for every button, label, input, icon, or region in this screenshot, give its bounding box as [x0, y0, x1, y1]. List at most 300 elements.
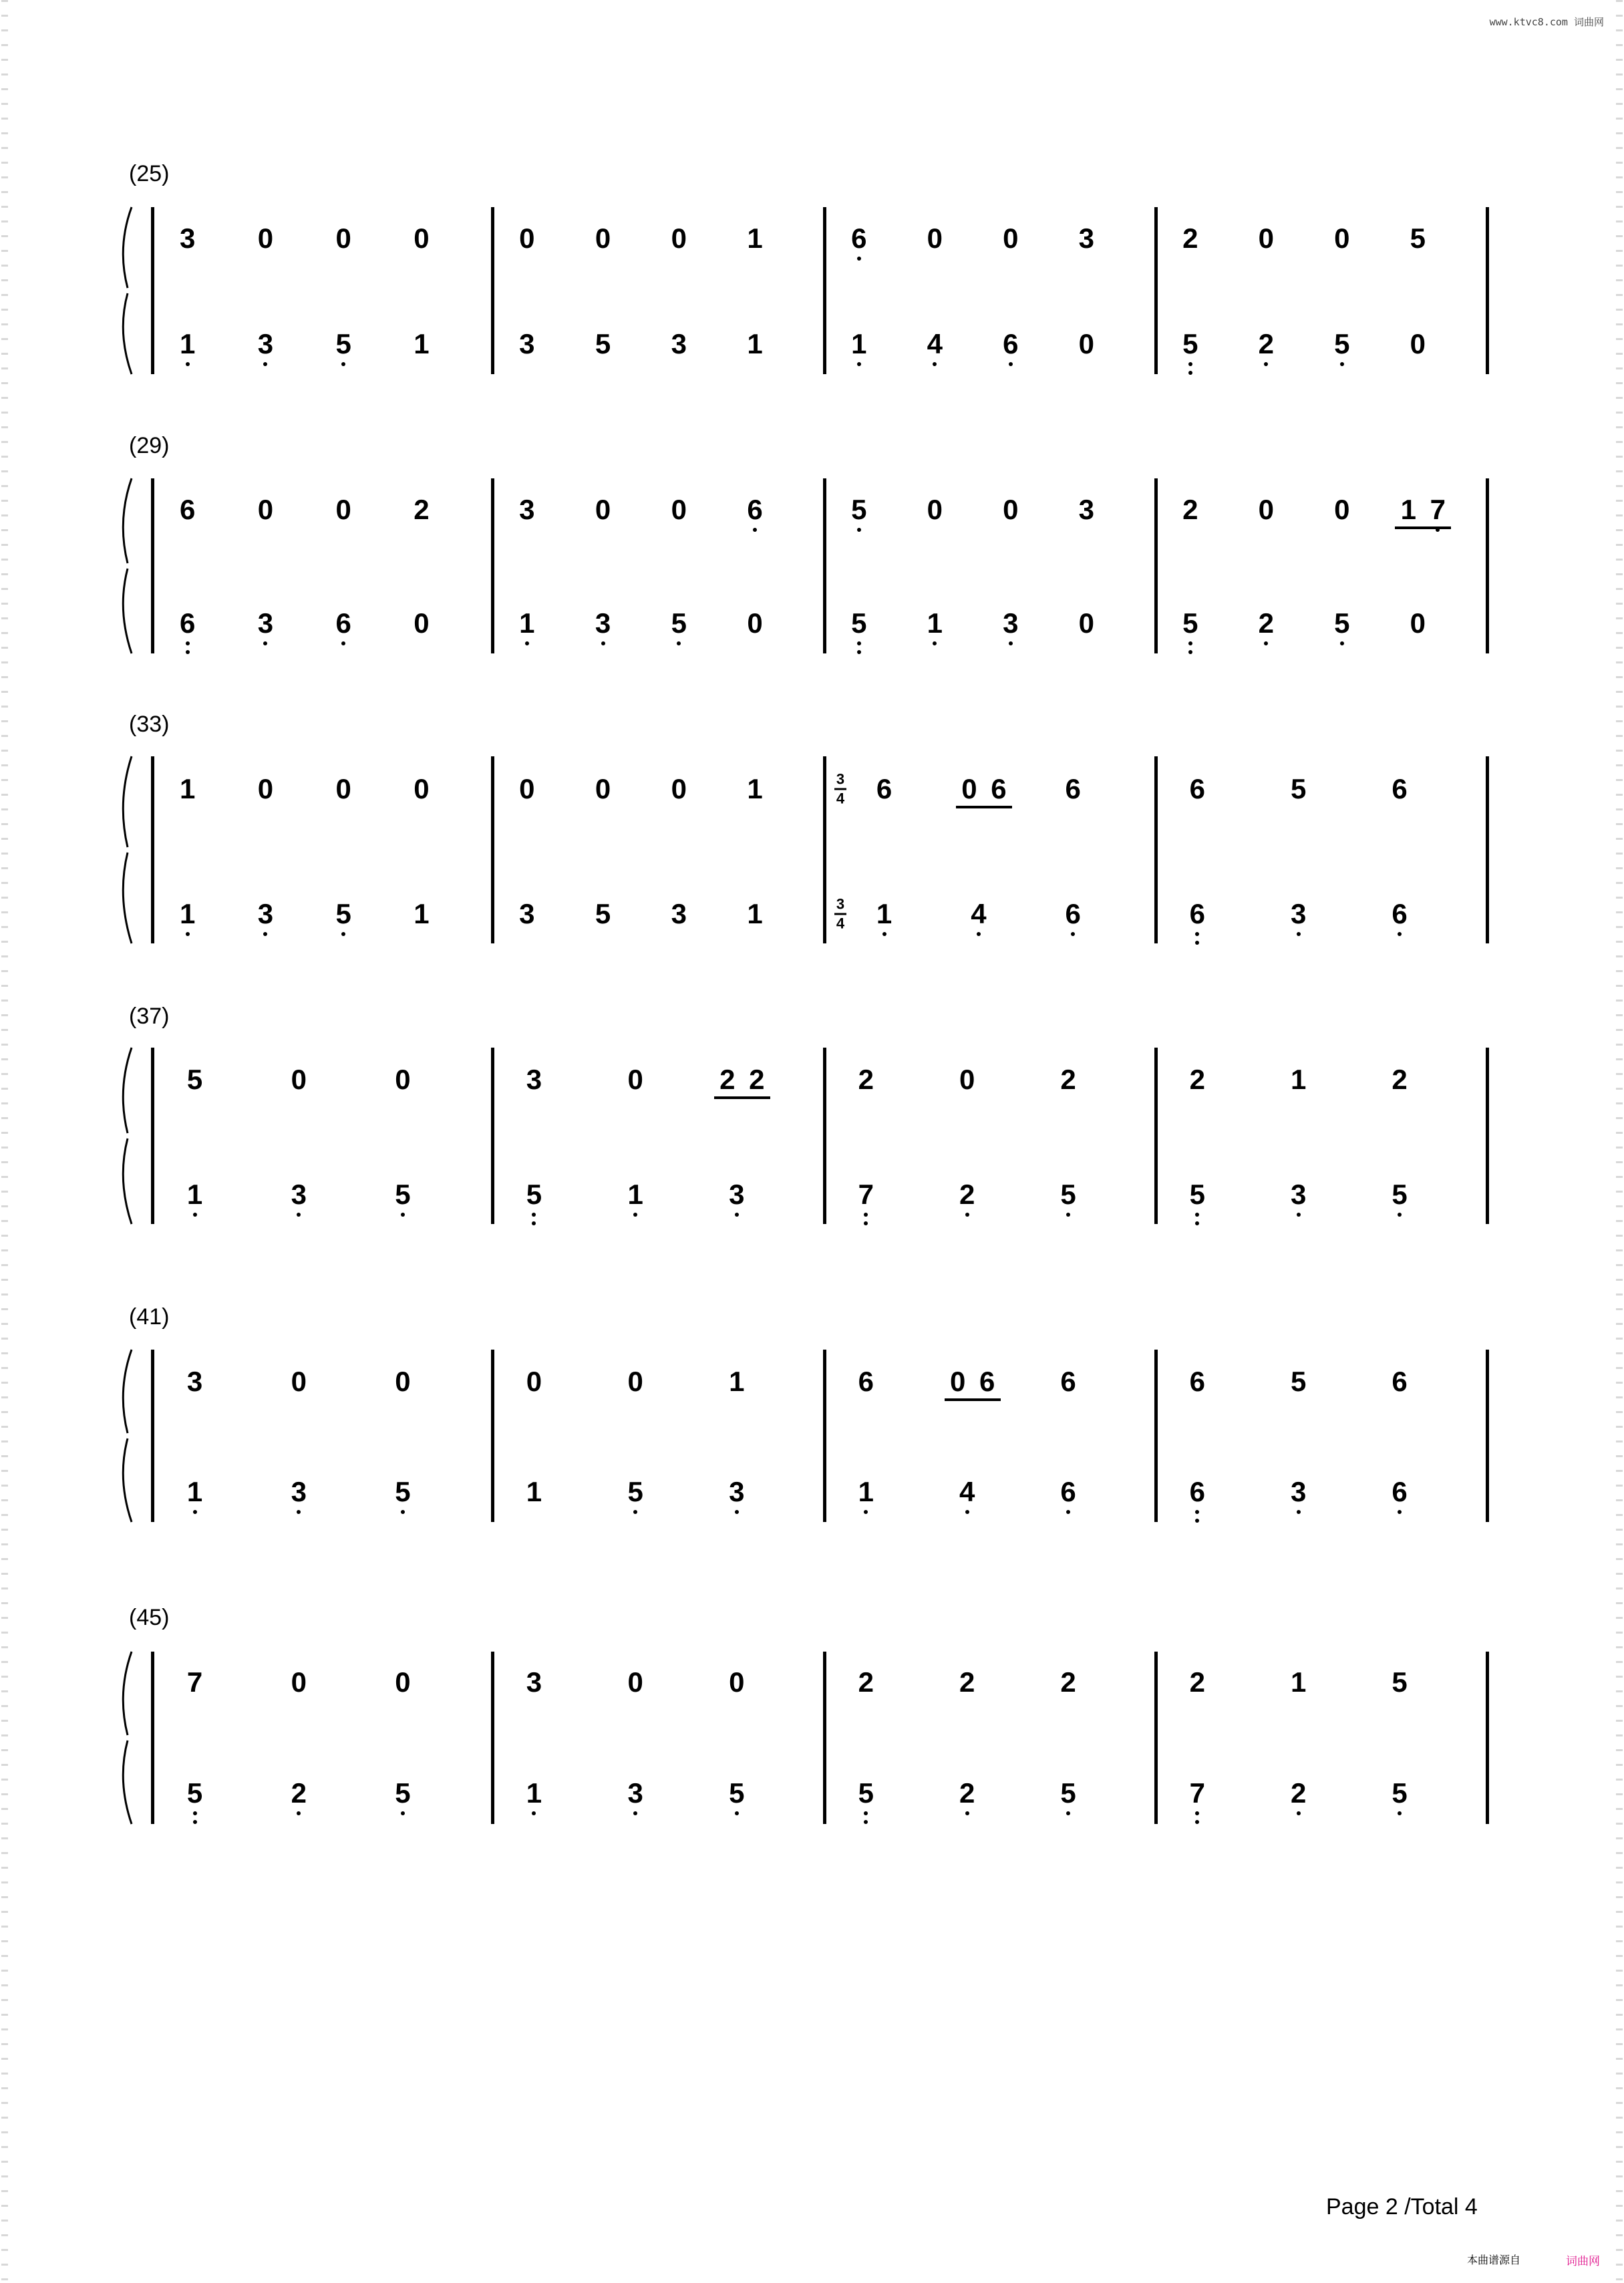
note-digit: 5 [851, 607, 867, 639]
barline [1154, 478, 1158, 653]
note-digit: 3 [627, 1777, 643, 1809]
note-digit: 0 [595, 494, 611, 525]
note-digit: 6 [1060, 1366, 1076, 1397]
system-start-barline [151, 1350, 154, 1522]
octave-down-dot [532, 1221, 536, 1225]
octave-down-dot [186, 641, 190, 645]
site-logo: 词曲网 [1566, 2255, 1600, 2268]
note-digit: 2 [1189, 1064, 1206, 1095]
system-start-barline [151, 478, 154, 653]
octave-down-dot [864, 1213, 868, 1217]
note-digit: 2 [1060, 1064, 1076, 1095]
note-digit: 5 [1334, 607, 1350, 639]
measure-number: (29) [129, 433, 170, 458]
note-digit: 5 [395, 1179, 411, 1210]
note-digit: 1 [876, 898, 892, 929]
note-digit: 1 [414, 898, 430, 929]
note-digit: 1 [729, 1366, 745, 1397]
note-digit: 0 [671, 222, 687, 254]
time-signature-denominator: 4 [836, 915, 845, 932]
note-digit: 0 [526, 1366, 542, 1397]
time-signature [834, 897, 846, 931]
note-digit: 0 [257, 773, 274, 804]
note-digit: 5 [1060, 1777, 1076, 1809]
barline [1486, 1350, 1489, 1522]
octave-down-dot [341, 932, 345, 936]
note-digit: 1 [519, 607, 535, 639]
octave-down-dot [1264, 362, 1268, 366]
octave-down-dot [532, 1811, 536, 1815]
note-digit: 2 [1182, 494, 1198, 525]
note-digit: 3 [257, 607, 274, 639]
octave-down-dot [677, 641, 681, 645]
octave-down-dot [1264, 641, 1268, 645]
note-digit: 2 [858, 1666, 874, 1698]
octave-down-dot [1195, 1221, 1199, 1225]
measure-number: (37) [129, 1004, 170, 1029]
octave-down-dot [1066, 1213, 1070, 1217]
barline [1154, 756, 1158, 943]
system-brace [112, 1346, 138, 1525]
note-digit: 3 [526, 1666, 542, 1698]
octave-down-dot [965, 1811, 969, 1815]
note-digit: 2 [1258, 607, 1274, 639]
note-digit: 2 [959, 1179, 975, 1210]
note-digit: 0 [927, 222, 943, 254]
octave-down-dot [186, 362, 190, 366]
octave-down-dot [401, 1213, 405, 1217]
note-digit: 6 [1189, 773, 1206, 804]
system-brace [112, 475, 138, 657]
octave-down-dot [1398, 1213, 1402, 1217]
octave-down-dot [297, 1213, 301, 1217]
note-digit: 6 [747, 494, 763, 525]
note-digit: 6 [858, 1366, 874, 1397]
time-signature-numerator: 3 [836, 895, 845, 913]
note-digit: 2 [1182, 222, 1198, 254]
note-digit: 0 [961, 773, 977, 804]
note-digit: 0 [959, 1064, 975, 1095]
note-digit: 7 [1189, 1777, 1206, 1809]
note-digit: 1 [747, 898, 763, 929]
note-digit: 6 [335, 607, 351, 639]
barline [1486, 1048, 1489, 1224]
octave-down-dot [633, 1510, 637, 1514]
note-digit: 1 [747, 222, 763, 254]
note-digit: 1 [414, 328, 430, 359]
time-signature-denominator: 4 [836, 790, 845, 807]
note-digit: 0 [1410, 607, 1426, 639]
note-digit: 6 [1060, 1476, 1076, 1507]
note-digit: 0 [335, 773, 351, 804]
note-digit: 5 [858, 1777, 874, 1809]
octave-down-dot [1188, 650, 1192, 654]
note-digit: 6 [876, 773, 892, 804]
note-digit: 0 [395, 1366, 411, 1397]
note-digit: 0 [671, 773, 687, 804]
octave-down-dot [1297, 1213, 1301, 1217]
note-digit: 0 [335, 494, 351, 525]
octave-down-dot [735, 1213, 739, 1217]
barline [491, 478, 494, 653]
octave-down-dot [1195, 1213, 1199, 1217]
octave-down-dot [193, 1820, 197, 1824]
octave-down-dot [864, 1221, 868, 1225]
octave-down-dot [1340, 362, 1344, 366]
octave-down-dot [1066, 1510, 1070, 1514]
note-digit: 3 [1003, 607, 1019, 639]
note-digit: 3 [291, 1476, 307, 1507]
note-digit: 1 [180, 773, 196, 804]
barline [823, 756, 826, 943]
barline [491, 756, 494, 943]
octave-down-dot [193, 1213, 197, 1217]
note-digit: 6 [1392, 773, 1408, 804]
octave-down-dot [263, 932, 267, 936]
note-digit: 0 [1334, 222, 1350, 254]
note-digit: 2 [1291, 1777, 1307, 1809]
note-digit: 3 [1291, 898, 1307, 929]
octave-down-dot [977, 932, 981, 936]
octave-down-dot [193, 1811, 197, 1815]
note-digit: 0 [257, 222, 274, 254]
octave-down-dot [186, 932, 190, 936]
octave-down-dot [633, 1811, 637, 1815]
octave-down-dot [1195, 932, 1199, 936]
measure-number: (25) [129, 161, 170, 186]
octave-down-dot [735, 1811, 739, 1815]
octave-down-dot [1297, 932, 1301, 936]
octave-down-dot [1297, 1811, 1301, 1815]
eighth-underline [714, 1096, 770, 1099]
octave-down-dot [1188, 641, 1192, 645]
note-digit: 6 [979, 1366, 995, 1397]
barline [1486, 1652, 1489, 1824]
octave-down-dot [1071, 932, 1075, 936]
note-digit: 1 [526, 1476, 542, 1507]
note-digit: 1 [180, 328, 196, 359]
page-number: Page 2 /Total 4 [1326, 2194, 1478, 2220]
barline [1486, 478, 1489, 653]
barline [823, 1350, 826, 1522]
note-digit: 0 [395, 1064, 411, 1095]
octave-down-dot [263, 362, 267, 366]
note-digit: 0 [1078, 607, 1094, 639]
note-digit: 3 [1078, 494, 1094, 525]
note-digit: 2 [1060, 1666, 1076, 1698]
note-digit: 3 [595, 607, 611, 639]
barline [1486, 207, 1489, 374]
octave-down-dot [1188, 362, 1192, 366]
note-digit: 5 [1291, 773, 1307, 804]
note-digit: 3 [1291, 1476, 1307, 1507]
measure-number: (33) [129, 712, 170, 737]
octave-down-dot [965, 1213, 969, 1217]
note-digit: 3 [180, 222, 196, 254]
note-digit: 6 [1392, 1476, 1408, 1507]
barline [1486, 756, 1489, 943]
eighth-underline [956, 806, 1012, 808]
note-digit: 2 [291, 1777, 307, 1809]
octave-down-dot [933, 362, 937, 366]
measure-number: (41) [129, 1304, 170, 1330]
note-digit: 0 [291, 1366, 307, 1397]
octave-down-dot [1297, 1510, 1301, 1514]
note-digit: 5 [1182, 328, 1198, 359]
note-digit: 5 [1392, 1777, 1408, 1809]
octave-down-dot [864, 1820, 868, 1824]
note-digit: 3 [729, 1476, 745, 1507]
octave-down-dot [753, 528, 757, 532]
octave-down-dot [965, 1510, 969, 1514]
octave-down-dot [601, 641, 605, 645]
system-start-barline [151, 207, 154, 374]
octave-down-dot [1188, 371, 1192, 375]
octave-down-dot [1195, 1820, 1199, 1824]
octave-down-dot [864, 1510, 868, 1514]
note-digit: 0 [927, 494, 943, 525]
octave-down-dot [1066, 1811, 1070, 1815]
note-digit: 5 [395, 1476, 411, 1507]
note-digit: 5 [1182, 607, 1198, 639]
note-digit: 3 [1078, 222, 1094, 254]
note-digit: 0 [747, 607, 763, 639]
note-digit: 0 [595, 222, 611, 254]
note-digit: 3 [186, 1366, 203, 1397]
octave-down-dot [1398, 1811, 1402, 1815]
note-digit: 1 [1291, 1064, 1307, 1095]
note-digit: 0 [414, 773, 430, 804]
note-digit: 6 [851, 222, 867, 254]
note-digit: 0 [1258, 494, 1274, 525]
note-digit: 1 [858, 1476, 874, 1507]
note-digit: 2 [959, 1777, 975, 1809]
note-digit: 6 [1189, 898, 1206, 929]
note-digit: 4 [971, 898, 987, 929]
note-digit: 3 [257, 328, 274, 359]
note-digit: 5 [1392, 1179, 1408, 1210]
note-digit: 3 [291, 1179, 307, 1210]
note-digit: 7 [186, 1666, 203, 1698]
barline [491, 1048, 494, 1224]
note-digit: 2 [1258, 328, 1274, 359]
note-digit: 6 [1392, 898, 1408, 929]
note-digit: 5 [1291, 1366, 1307, 1397]
note-digit: 4 [959, 1476, 975, 1507]
octave-down-dot [1195, 1519, 1199, 1523]
note-digit: 2 [719, 1064, 736, 1095]
note-digit: 0 [519, 222, 535, 254]
note-digit: 2 [749, 1064, 765, 1095]
system-start-barline [151, 1652, 154, 1824]
note-digit: 1 [186, 1476, 203, 1507]
system-brace [112, 753, 138, 947]
note-digit: 2 [858, 1064, 874, 1095]
eighth-underline [1395, 526, 1451, 529]
octave-down-dot [857, 650, 861, 654]
note-digit: 0 [291, 1666, 307, 1698]
note-digit: 0 [519, 773, 535, 804]
time-signature-numerator: 3 [836, 770, 845, 788]
note-digit: 0 [1078, 328, 1094, 359]
note-digit: 0 [627, 1366, 643, 1397]
note-digit: 5 [851, 494, 867, 525]
note-digit: 5 [671, 607, 687, 639]
octave-down-dot [401, 1510, 405, 1514]
octave-down-dot [864, 1811, 868, 1815]
note-digit: 0 [414, 222, 430, 254]
site-header: www.ktvc8.com 词曲网 [1489, 16, 1604, 28]
octave-down-dot [263, 641, 267, 645]
note-digit: 5 [1410, 222, 1426, 254]
note-digit: 5 [526, 1179, 542, 1210]
note-digit: 2 [1189, 1666, 1206, 1698]
note-digit: 1 [851, 328, 867, 359]
note-digit: 5 [1189, 1179, 1206, 1210]
note-digit: 0 [414, 607, 430, 639]
note-digit: 3 [671, 328, 687, 359]
note-digit: 0 [627, 1666, 643, 1698]
barline [491, 1652, 494, 1824]
system-start-barline [151, 1048, 154, 1224]
note-digit: 5 [186, 1064, 203, 1095]
note-digit: 1 [627, 1179, 643, 1210]
octave-down-dot [857, 641, 861, 645]
note-digit: 1 [186, 1179, 203, 1210]
system-brace [112, 1044, 138, 1227]
note-digit: 6 [1189, 1476, 1206, 1507]
octave-down-dot [933, 641, 937, 645]
barline [491, 1350, 494, 1522]
source-label: 本曲谱源自 [1467, 2254, 1521, 2266]
note-digit: 0 [671, 494, 687, 525]
octave-down-dot [532, 1213, 536, 1217]
note-digit: 0 [1003, 222, 1019, 254]
note-digit: 0 [627, 1064, 643, 1095]
octave-down-dot [341, 362, 345, 366]
note-digit: 3 [729, 1179, 745, 1210]
note-digit: 6 [991, 773, 1007, 804]
octave-down-dot [1009, 641, 1013, 645]
note-digit: 3 [257, 898, 274, 929]
octave-down-dot [297, 1510, 301, 1514]
barline [823, 1048, 826, 1224]
note-digit: 3 [519, 494, 535, 525]
note-digit: 6 [1065, 773, 1081, 804]
note-digit: 5 [1334, 328, 1350, 359]
note-digit: 5 [1060, 1179, 1076, 1210]
note-digit: 1 [1400, 494, 1416, 525]
barline [1154, 1350, 1158, 1522]
octave-down-dot [297, 1811, 301, 1815]
note-digit: 3 [1291, 1179, 1307, 1210]
octave-down-dot [1398, 1510, 1402, 1514]
barline [491, 207, 494, 374]
eighth-underline [945, 1398, 1001, 1401]
note-digit: 3 [526, 1064, 542, 1095]
note-digit: 0 [950, 1366, 966, 1397]
octave-down-dot [882, 932, 886, 936]
octave-down-dot [1195, 1811, 1199, 1815]
barline [823, 207, 826, 374]
note-digit: 6 [180, 607, 196, 639]
note-digit: 5 [335, 328, 351, 359]
barline [823, 1652, 826, 1824]
note-digit: 6 [1189, 1366, 1206, 1397]
octave-down-dot [633, 1213, 637, 1217]
octave-down-dot [193, 1510, 197, 1514]
barline [1154, 1048, 1158, 1224]
note-digit: 2 [414, 494, 430, 525]
note-digit: 0 [729, 1666, 745, 1698]
note-digit: 1 [180, 898, 196, 929]
note-digit: 2 [1392, 1064, 1408, 1095]
note-digit: 1 [927, 607, 943, 639]
note-digit: 4 [927, 328, 943, 359]
note-digit: 6 [1065, 898, 1081, 929]
octave-down-dot [857, 362, 861, 366]
system-start-barline [151, 756, 154, 943]
note-digit: 0 [291, 1064, 307, 1095]
note-digit: 3 [519, 898, 535, 929]
note-digit: 6 [1392, 1366, 1408, 1397]
note-digit: 1 [747, 773, 763, 804]
note-digit: 5 [627, 1476, 643, 1507]
note-digit: 2 [959, 1666, 975, 1698]
note-digit: 0 [1003, 494, 1019, 525]
note-digit: 3 [671, 898, 687, 929]
note-digit: 5 [1392, 1666, 1408, 1698]
note-digit: 5 [186, 1777, 203, 1809]
note-digit: 5 [595, 328, 611, 359]
note-digit: 0 [1258, 222, 1274, 254]
note-digit: 7 [1430, 494, 1446, 525]
note-digit: 3 [519, 328, 535, 359]
octave-down-dot [1195, 1510, 1199, 1514]
note-digit: 1 [747, 328, 763, 359]
note-digit: 5 [595, 898, 611, 929]
note-digit: 5 [395, 1777, 411, 1809]
note-digit: 5 [335, 898, 351, 929]
note-digit: 7 [858, 1179, 874, 1210]
octave-down-dot [1398, 932, 1402, 936]
barline [1154, 1652, 1158, 1824]
note-digit: 1 [526, 1777, 542, 1809]
note-digit: 1 [1291, 1666, 1307, 1698]
octave-down-dot [401, 1811, 405, 1815]
note-digit: 0 [257, 494, 274, 525]
system-brace [112, 1648, 138, 1827]
note-digit: 0 [1334, 494, 1350, 525]
octave-down-dot [735, 1510, 739, 1514]
octave-down-dot [857, 257, 861, 261]
octave-down-dot [1009, 362, 1013, 366]
barline [823, 478, 826, 653]
measure-number: (45) [129, 1605, 170, 1630]
octave-down-dot [1195, 941, 1199, 945]
note-digit: 0 [1410, 328, 1426, 359]
barline [1154, 207, 1158, 374]
time-signature [834, 772, 846, 806]
note-digit: 0 [335, 222, 351, 254]
octave-down-dot [186, 650, 190, 654]
note-digit: 5 [729, 1777, 745, 1809]
octave-down-dot [1340, 641, 1344, 645]
octave-down-dot [341, 641, 345, 645]
note-digit: 6 [1003, 328, 1019, 359]
octave-down-dot [525, 641, 529, 645]
note-digit: 0 [595, 773, 611, 804]
